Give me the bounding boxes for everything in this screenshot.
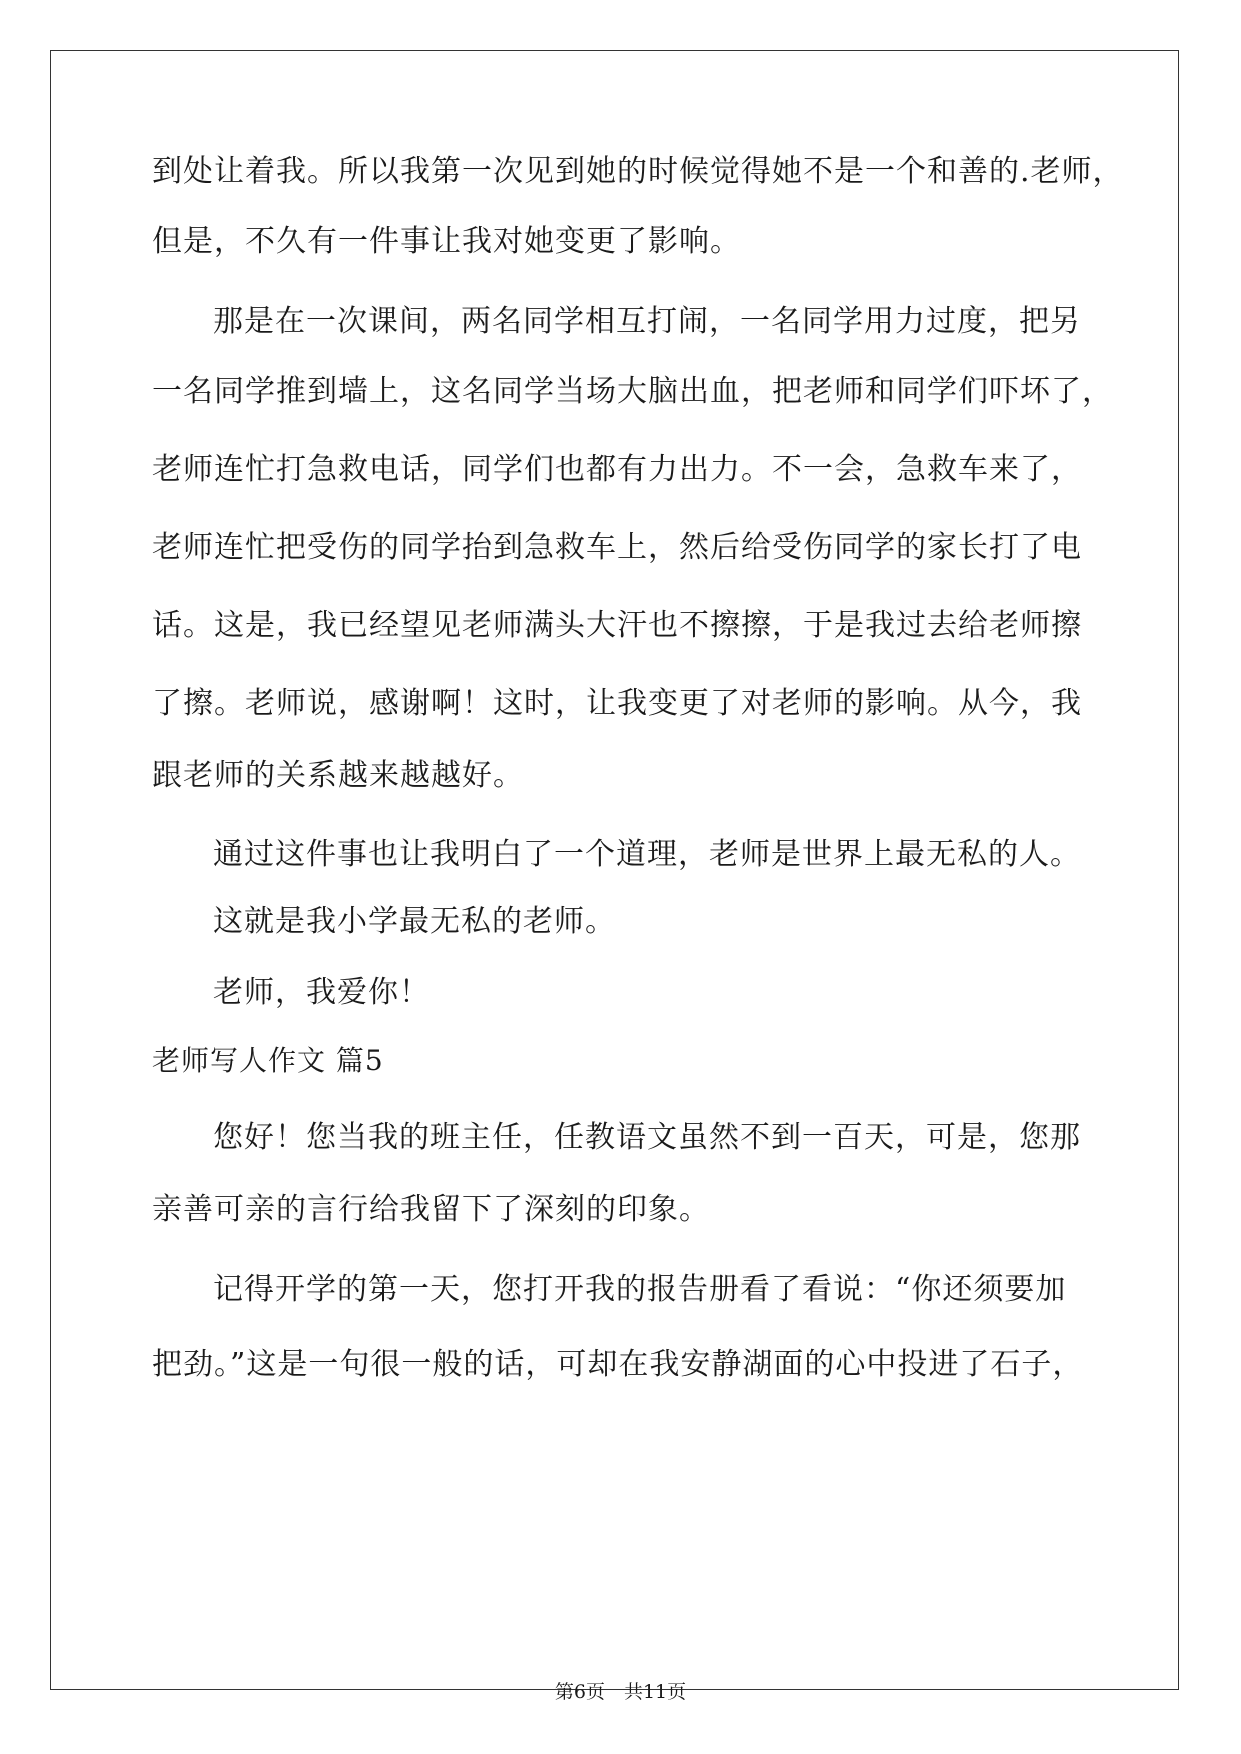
paragraph-line: 您好！您当我的班主任，任教语文虽然不到一百天，可是，您那 (213, 1120, 1081, 1155)
paragraph-line: 话。这是，我已经望见老师满头大汗也不擦擦，于是我过去给老师擦 (152, 608, 1082, 643)
paragraph-line: 这就是我小学最无私的老师。 (213, 904, 616, 939)
paragraph-line: 把劲。”这是一句很一般的话，可却在我安静湖面的心中投进了石子， (152, 1347, 1084, 1382)
paragraph-line: 但是，不久有一件事让我对她变更了影响。 (152, 224, 741, 259)
paragraph-line: 跟老师的关系越来越越好。 (152, 758, 524, 793)
paragraph-line: 一名同学推到墙上，这名同学当场大脑出血，把老师和同学们吓坏了， (152, 374, 1113, 409)
paragraph-line: 通过这件事也让我明白了一个道理，老师是世界上最无私的人。 (213, 837, 1081, 872)
section-heading: 老师写人作文 篇5 (152, 1044, 384, 1077)
paragraph-line: 那是在一次课间，两名同学相互打闹，一名同学用力过度，把另 (213, 304, 1081, 339)
paragraph-line: 了擦。老师说，感谢啊！这时，让我变更了对老师的影响。从今，我 (152, 686, 1082, 721)
paragraph-line: 亲善可亲的言行给我留下了深刻的印象。 (152, 1192, 710, 1227)
page-number-footer: 第6页 共11页 (554, 1681, 687, 1703)
paragraph-line: 到处让着我。所以我第一次见到她的时候觉得她不是一个和善的.老师， (152, 154, 1124, 189)
paragraph-line: 老师连忙把受伤的同学抬到急救车上，然后给受伤同学的家长打了电 (152, 530, 1082, 565)
paragraph-line: 老师，我爱你！ (213, 975, 430, 1010)
paragraph-line: 老师连忙打急救电话，同学们也都有力出力。不一会，急救车来了， (152, 452, 1082, 487)
paragraph-line: 记得开学的第一天，您打开我的报告册看了看说：“你还须要加 (213, 1272, 1067, 1307)
